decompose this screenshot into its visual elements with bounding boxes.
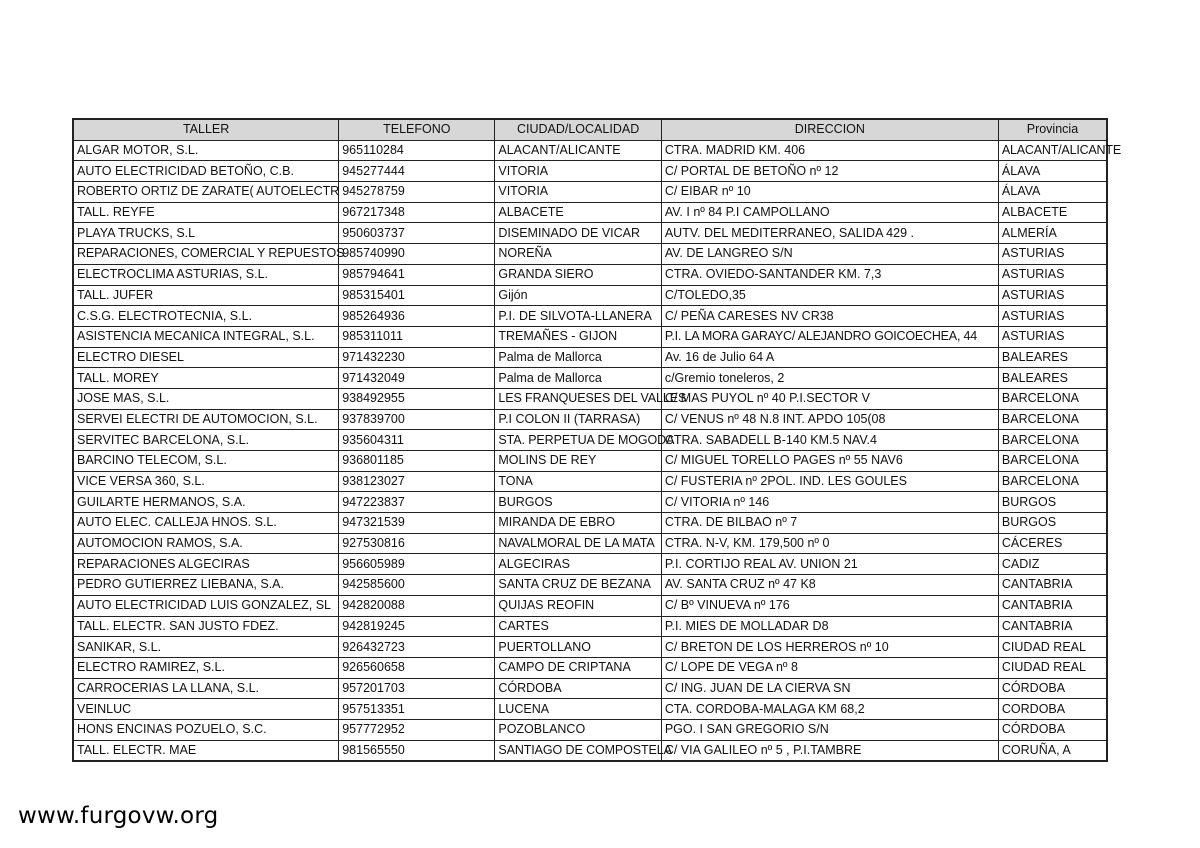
cell-direccion: C/ PEÑA CARESES NV CR38 [661,306,998,327]
table-row [73,740,1107,761]
cell-taller: PLAYA TRUCKS, S.L [73,223,339,244]
cell-ciudad: Palma de Mallorca [495,368,661,389]
table-row [73,554,1107,575]
cell-taller: ELECTRO DIESEL [73,347,339,368]
cell-provincia: CADIZ [998,554,1107,575]
cell-telefono: 938123027 [339,471,495,492]
cell-provincia: BARCELONA [998,409,1107,430]
cell-provincia: ASTURIAS [998,326,1107,347]
cell-ciudad: Palma de Mallorca [495,347,661,368]
header-direccion: DIRECCION [661,119,998,140]
cell-direccion: P.I. CORTIJO REAL AV. UNION 21 [661,554,998,575]
table-row [73,637,1107,658]
cell-telefono: 927530816 [339,533,495,554]
cell-taller: ELECTRO RAMIREZ, S.L. [73,657,339,678]
cell-ciudad: SANTIAGO DE COMPOSTELA [495,740,661,761]
cell-ciudad: LES FRANQUESES DEL VALLES [495,388,661,409]
cell-ciudad: CÓRDOBA [495,678,661,699]
table-row [73,388,1107,409]
cell-direccion: AV. DE LANGREO S/N [661,244,998,265]
cell-taller: AUTO ELECTRICIDAD LUIS GONZALEZ, SL [73,595,339,616]
cell-telefono: 985740990 [339,244,495,265]
cell-provincia: ALMERÍA [998,223,1107,244]
table-row [73,347,1107,368]
cell-provincia: CORUÑA, A [998,740,1107,761]
cell-direccion: Av. 16 de Julio 64 A [661,347,998,368]
cell-direccion: PGO. I SAN GREGORIO S/N [661,719,998,740]
cell-taller: CARROCERIAS LA LLANA, S.L. [73,678,339,699]
table-row [73,264,1107,285]
cell-telefono: 926432723 [339,637,495,658]
cell-taller: SANIKAR, S.L. [73,637,339,658]
cell-taller: AUTOMOCION RAMOS, S.A. [73,533,339,554]
cell-provincia: CÓRDOBA [998,678,1107,699]
cell-telefono: 965110284 [339,140,495,161]
cell-telefono: 942585600 [339,575,495,596]
cell-direccion: c/Gremio toneleros, 2 [661,368,998,389]
cell-direccion: C/ Bº VINUEVA nº 176 [661,595,998,616]
table-row [73,533,1107,554]
cell-taller: ALGAR MOTOR, S.L. [73,140,339,161]
cell-direccion: CTRA. OVIEDO-SANTANDER KM. 7,3 [661,264,998,285]
table-row [73,140,1107,161]
site-watermark: www.furgovw.org [18,803,219,829]
cell-direccion: P.I. LA MORA GARAYC/ ALEJANDRO GOICOECHEA, 44 [661,326,998,347]
cell-taller: ASISTENCIA MECANICA INTEGRAL, S.L. [73,326,339,347]
table-row [73,657,1107,678]
cell-taller: VICE VERSA 360, S.L. [73,471,339,492]
cell-provincia: CIUDAD REAL [998,657,1107,678]
table-row [73,430,1107,451]
cell-telefono: 985311011 [339,326,495,347]
cell-taller: VEINLUC [73,699,339,720]
cell-telefono: 985794641 [339,264,495,285]
cell-direccion: AV. I nº 84 P.I CAMPOLLANO [661,202,998,223]
header-telefono: TELEFONO [339,119,495,140]
table-row [73,285,1107,306]
cell-telefono: 957513351 [339,699,495,720]
workshop-table [72,118,1121,762]
header-taller: TALLER [73,119,339,140]
cell-telefono: 936801185 [339,451,495,472]
cell-telefono: 950603737 [339,223,495,244]
cell-provincia: ASTURIAS [998,264,1107,285]
cell-ciudad: TREMAÑES - GIJON [495,326,661,347]
cell-provincia: ÁLAVA [998,161,1107,182]
cell-taller: C.S.G. ELECTROTECNIA, S.L. [73,306,339,327]
cell-telefono: 967217348 [339,202,495,223]
cell-taller: TALL. MOREY [73,368,339,389]
cell-telefono: 956605989 [339,554,495,575]
cell-direccion: P.I. MIES DE MOLLADAR D8 [661,616,998,637]
cell-direccion: C/ FUSTERIA nº 2POL. IND. LES GOULES [661,471,998,492]
cell-provincia: ASTURIAS [998,306,1107,327]
cell-telefono: 942820088 [339,595,495,616]
cell-telefono: 985264936 [339,306,495,327]
cell-ciudad: NOREÑA [495,244,661,265]
cell-telefono: 981565550 [339,740,495,761]
cell-ciudad: STA. PERPETUA DE MOGODA [495,430,661,451]
cell-taller: REPARACIONES ALGECIRAS [73,554,339,575]
cell-provincia: ASTURIAS [998,285,1107,306]
cell-telefono: 971432230 [339,347,495,368]
cell-direccion: C/ ING. JUAN DE LA CIERVA SN [661,678,998,699]
cell-provincia: CANTABRIA [998,595,1107,616]
cell-direccion: CTA. CORDOBA-MALAGA KM 68,2 [661,699,998,720]
cell-direccion: C/ LOPE DE VEGA nº 8 [661,657,998,678]
cell-provincia: BURGOS [998,492,1107,513]
cell-provincia: ALBACETE [998,202,1107,223]
cell-ciudad: LUCENA [495,699,661,720]
header-provincia: Provincia [998,119,1107,140]
table-row [73,513,1107,534]
cell-taller: BARCINO TELECOM, S.L. [73,451,339,472]
cell-direccion: CTRA. SABADELL B-140 KM.5 NAV.4 [661,430,998,451]
cell-provincia: BARCELONA [998,471,1107,492]
cell-taller: ELECTROCLIMA ASTURIAS, S.L. [73,264,339,285]
cell-direccion: CTRA. MADRID KM. 406 [661,140,998,161]
cell-telefono: 947321539 [339,513,495,534]
cell-taller: AUTO ELECTRICIDAD BETOÑO, C.B. [73,161,339,182]
cell-taller: PEDRO GUTIERREZ LIEBANA, S.A. [73,575,339,596]
cell-ciudad: TONA [495,471,661,492]
cell-provincia: ALACANT/ALICANTE [998,140,1107,161]
table-row [73,492,1107,513]
cell-ciudad: MIRANDA DE EBRO [495,513,661,534]
table-row [73,616,1107,637]
cell-provincia: CORDOBA [998,699,1107,720]
cell-telefono: 945278759 [339,182,495,203]
cell-ciudad: GRANDA SIERO [495,264,661,285]
cell-direccion: CTRA. N-V, KM. 179,500 nº 0 [661,533,998,554]
cell-direccion: CTRA. DE BILBAO nº 7 [661,513,998,534]
table-row [73,471,1107,492]
cell-ciudad: QUIJAS REOFIN [495,595,661,616]
cell-taller: TALL. JUFER [73,285,339,306]
table-row [73,244,1107,265]
table-row [73,409,1107,430]
cell-provincia: CIUDAD REAL [998,637,1107,658]
cell-telefono: 942819245 [339,616,495,637]
cell-direccion: C/ MIGUEL TORELLO PAGES nº 55 NAV6 [661,451,998,472]
cell-direccion: C/ PORTAL DE BETOÑO nº 12 [661,161,998,182]
cell-telefono: 947223837 [339,492,495,513]
cell-telefono: 957201703 [339,678,495,699]
cell-direccion: C/ VENUS nº 48 N.8 INT. APDO 105(08 [661,409,998,430]
cell-provincia: CÁCERES [998,533,1107,554]
cell-provincia: BALEARES [998,368,1107,389]
cell-provincia: BARCELONA [998,430,1107,451]
cell-ciudad: PUERTOLLANO [495,637,661,658]
table-row [73,699,1107,720]
cell-ciudad: ALACANT/ALICANTE [495,140,661,161]
table-row [73,161,1107,182]
cell-taller: GUILARTE HERMANOS, S.A. [73,492,339,513]
cell-taller: REPARACIONES, COMERCIAL Y REPUESTOS [73,244,339,265]
cell-ciudad: SANTA CRUZ DE BEZANA [495,575,661,596]
cell-ciudad: P.I. DE SILVOTA-LLANERA [495,306,661,327]
header-ciudad: CIUDAD/LOCALIDAD [495,119,661,140]
cell-provincia: BARCELONA [998,388,1107,409]
cell-ciudad: DISEMINADO DE VICAR [495,223,661,244]
cell-telefono: 957772952 [339,719,495,740]
table-row [73,368,1107,389]
cell-provincia: BALEARES [998,347,1107,368]
table-row [73,678,1107,699]
table-row [73,719,1107,740]
cell-direccion: C/ EIBAR nº 10 [661,182,998,203]
cell-provincia: CANTABRIA [998,575,1107,596]
cell-taller: JOSE MAS, S.L. [73,388,339,409]
cell-taller: TALL. ELECTR. SAN JUSTO FDEZ. [73,616,339,637]
cell-direccion: C/ VIA GALILEO nº 5 , P.I.TAMBRE [661,740,998,761]
cell-ciudad: CARTES [495,616,661,637]
cell-telefono: 971432049 [339,368,495,389]
cell-ciudad: CAMPO DE CRIPTANA [495,657,661,678]
cell-ciudad: P.I COLON II (TARRASA) [495,409,661,430]
cell-ciudad: MOLINS DE REY [495,451,661,472]
cell-taller: TALL. ELECTR. MAE [73,740,339,761]
cell-ciudad: NAVALMORAL DE LA MATA [495,533,661,554]
cell-direccion: C/TOLEDO,35 [661,285,998,306]
cell-telefono: 938492955 [339,388,495,409]
table-row [73,595,1107,616]
cell-provincia: BURGOS [998,513,1107,534]
cell-provincia: CÓRDOBA [998,719,1107,740]
cell-direccion: C/ BRETON DE LOS HERREROS nº 10 [661,637,998,658]
table-row [73,202,1107,223]
cell-ciudad: Gijón [495,285,661,306]
cell-provincia: ASTURIAS [998,244,1107,265]
cell-direccion: AUTV. DEL MEDITERRANEO, SALIDA 429 . [661,223,998,244]
cell-taller: TALL. REYFE [73,202,339,223]
cell-direccion: C/ MAS PUYOL nº 40 P.I.SECTOR V [661,388,998,409]
table-row [73,306,1107,327]
table-body [73,140,1121,761]
cell-taller: AUTO ELEC. CALLEJA HNOS. S.L. [73,513,339,534]
table-row [73,451,1107,472]
cell-ciudad: POZOBLANCO [495,719,661,740]
cell-taller: SERVITEC BARCELONA, S.L. [73,430,339,451]
table-header-row [73,119,1107,140]
table-row [73,575,1107,596]
cell-ciudad: VITORIA [495,182,661,203]
cell-taller: ROBERTO ORTIZ DE ZARATE( AUTOELECTR [73,182,339,203]
cell-telefono: 935604311 [339,430,495,451]
cell-ciudad: ALBACETE [495,202,661,223]
cell-taller: SERVEI ELECTRI DE AUTOMOCION, S.L. [73,409,339,430]
cell-taller: HONS ENCINAS POZUELO, S.C. [73,719,339,740]
cell-ciudad: ALGECIRAS [495,554,661,575]
cell-ciudad: BURGOS [495,492,661,513]
cell-provincia: ÁLAVA [998,182,1107,203]
cell-telefono: 985315401 [339,285,495,306]
cell-provincia: BARCELONA [998,451,1107,472]
cell-provincia: CANTABRIA [998,616,1107,637]
cell-telefono: 945277444 [339,161,495,182]
table-row [73,326,1107,347]
table-row [73,223,1107,244]
cell-telefono: 926560658 [339,657,495,678]
cell-direccion: C/ VITORIA nº 146 [661,492,998,513]
cell-direccion: AV. SANTA CRUZ nº 47 K8 [661,575,998,596]
cell-telefono: 937839700 [339,409,495,430]
cell-ciudad: VITORIA [495,161,661,182]
table-row [73,182,1107,203]
